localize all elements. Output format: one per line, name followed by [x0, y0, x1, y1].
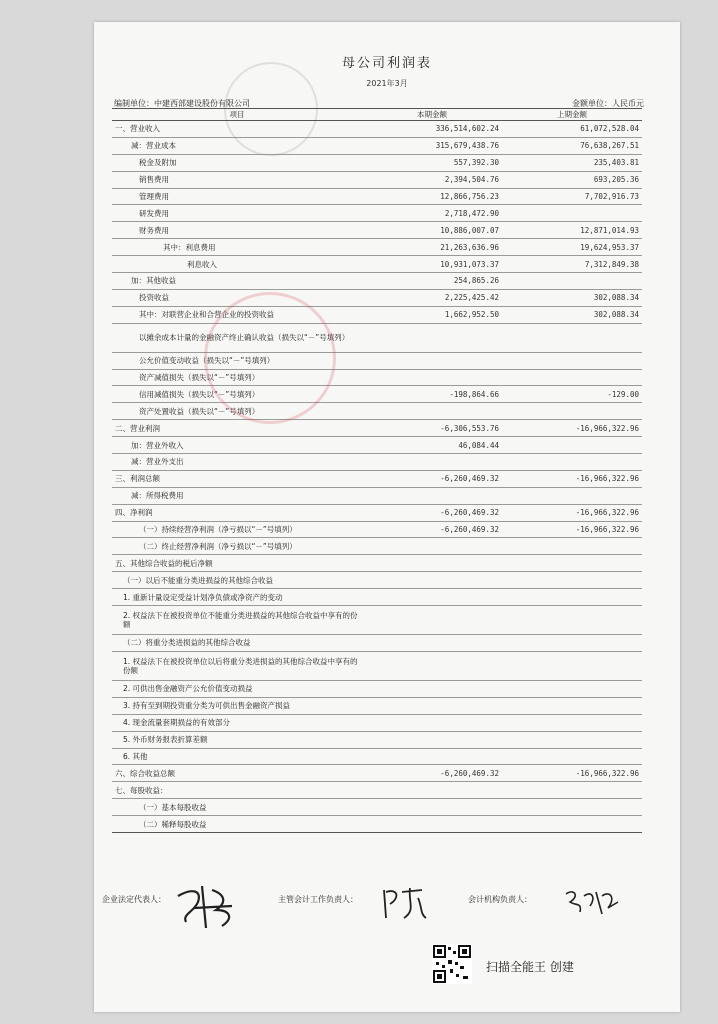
row-current-amount: 2,225,425.42 — [362, 289, 502, 306]
row-current-amount — [362, 714, 502, 731]
row-current-amount: -6,260,469.32 — [362, 470, 502, 487]
table-row — [112, 697, 642, 714]
table-row — [112, 437, 642, 454]
row-label: 四、净利润 — [112, 504, 362, 521]
row-current-amount — [362, 352, 502, 369]
table-row — [112, 816, 642, 833]
row-prior-amount — [502, 799, 642, 816]
header-prior: 上期金额 — [502, 109, 642, 121]
row-current-amount: 12,866,756.23 — [362, 188, 502, 205]
row-label: （一）以后不能重分类进损益的其他综合收益 — [112, 572, 362, 589]
row-current-amount: -6,260,469.32 — [362, 504, 502, 521]
row-label: 加：其他收益 — [112, 273, 362, 290]
row-prior-amount — [502, 697, 642, 714]
table-row — [112, 121, 642, 138]
row-label: （二）将重分类进损益的其他综合收益 — [112, 635, 362, 652]
row-prior-amount — [502, 782, 642, 799]
row-current-amount — [362, 572, 502, 589]
row-current-amount — [362, 731, 502, 748]
row-current-amount: 2,394,504.76 — [362, 171, 502, 188]
row-prior-amount: 235,403.81 — [502, 154, 642, 171]
table-row — [112, 369, 642, 386]
row-prior-amount: 302,088.34 — [502, 306, 642, 323]
row-label: 以摊余成本计量的金融资产终止确认收益（损失以“－”号填列） — [112, 323, 362, 352]
row-current-amount — [362, 589, 502, 606]
header-current: 本期金额 — [362, 109, 502, 121]
row-label: 七、每股收益： — [112, 782, 362, 799]
row-prior-amount — [502, 487, 642, 504]
row-prior-amount — [502, 635, 642, 652]
row-label: 加：营业外收入 — [112, 437, 362, 454]
table-row — [112, 765, 642, 782]
row-current-amount: 10,931,073.37 — [362, 256, 502, 273]
row-prior-amount — [502, 651, 642, 680]
row-current-amount — [362, 635, 502, 652]
table-row — [112, 799, 642, 816]
table-row — [112, 680, 642, 697]
row-prior-amount — [502, 680, 642, 697]
row-prior-amount — [502, 323, 642, 352]
row-current-amount: 10,886,007.07 — [362, 222, 502, 239]
table-row — [112, 306, 642, 323]
row-prior-amount — [502, 352, 642, 369]
statement-date: 2021年3月 — [366, 79, 408, 88]
table-row — [112, 403, 642, 420]
row-label: 六、综合收益总额 — [112, 765, 362, 782]
scanner-watermark: 扫描全能王 创建 — [486, 960, 574, 974]
table-row — [112, 188, 642, 205]
header-item: 项目 — [112, 109, 362, 121]
row-prior-amount: -16,966,322.96 — [502, 470, 642, 487]
row-prior-amount — [502, 437, 642, 454]
row-label: 二、营业利润 — [112, 420, 362, 437]
accounting-head-label: 主管会计工作负责人： — [278, 895, 358, 904]
row-prior-amount — [502, 205, 642, 222]
row-label: 1. 权益法下在被投资单位以后将重分类进损益的其他综合收益中享有的份额 — [112, 651, 362, 680]
row-label: 减：营业外支出 — [112, 454, 362, 471]
row-current-amount — [362, 538, 502, 555]
row-current-amount — [362, 403, 502, 420]
row-label: 公允价值变动收益（损失以“－”号填列） — [112, 352, 362, 369]
table-row — [112, 470, 642, 487]
row-current-amount — [362, 323, 502, 352]
row-label: 财务费用 — [112, 222, 362, 239]
row-current-amount — [362, 555, 502, 572]
row-label: 减：所得税费用 — [112, 487, 362, 504]
row-prior-amount: 12,871,014.93 — [502, 222, 642, 239]
table-row — [112, 420, 642, 437]
table-row — [112, 731, 642, 748]
row-current-amount — [362, 748, 502, 765]
row-current-amount — [362, 487, 502, 504]
row-label: 一、营业收入 — [112, 121, 362, 138]
row-label: 信用减值损失（损失以“－”号填列） — [112, 386, 362, 403]
row-current-amount: 254,865.26 — [362, 273, 502, 290]
table-row — [112, 714, 642, 731]
table-row — [112, 171, 642, 188]
row-current-amount — [362, 606, 502, 635]
row-current-amount: 336,514,602.24 — [362, 121, 502, 138]
row-prior-amount — [502, 369, 642, 386]
table-row — [112, 635, 642, 652]
row-label: 3. 持有至到期投资重分类为可供出售金融资产损益 — [112, 697, 362, 714]
row-label: （一）基本每股收益 — [112, 799, 362, 816]
row-label: 其中：对联营企业和合营企业的投资收益 — [112, 306, 362, 323]
row-current-amount — [362, 799, 502, 816]
row-label: 五、其他综合收益的税后净额 — [112, 555, 362, 572]
row-prior-amount — [502, 572, 642, 589]
row-label: 2. 可供出售金融资产公允价值变动损益 — [112, 680, 362, 697]
table-row — [112, 454, 642, 471]
row-label: 4. 现金流量套期损益的有效部分 — [112, 714, 362, 731]
row-prior-amount — [502, 731, 642, 748]
table-row — [112, 323, 642, 352]
row-current-amount: -6,260,469.32 — [362, 521, 502, 538]
row-prior-amount — [502, 538, 642, 555]
row-prior-amount: 302,088.34 — [502, 289, 642, 306]
row-current-amount: 21,263,636.96 — [362, 239, 502, 256]
row-label: 税金及附加 — [112, 154, 362, 171]
legal-rep-label: 企业法定代表人： — [102, 895, 166, 904]
row-current-amount — [362, 454, 502, 471]
row-label: 其中：利息费用 — [112, 239, 362, 256]
table-row — [112, 504, 642, 521]
row-label: （二）稀释每股收益 — [112, 816, 362, 833]
row-label: 2. 权益法下在被投资单位不能重分类进损益的其他综合收益中享有的份额 — [112, 606, 362, 635]
row-current-amount — [362, 680, 502, 697]
table-row — [112, 289, 642, 306]
row-label: 三、利润总额 — [112, 470, 362, 487]
row-label: 资产减值损失（损失以“－”号填列） — [112, 369, 362, 386]
row-prior-amount: -129.00 — [502, 386, 642, 403]
table-row — [112, 555, 642, 572]
row-prior-amount: -16,966,322.96 — [502, 420, 642, 437]
table-row — [112, 606, 642, 635]
row-label: 5. 外币财务报表折算差额 — [112, 731, 362, 748]
row-current-amount: 46,084.44 — [362, 437, 502, 454]
table-row — [112, 205, 642, 222]
legal-rep-signature — [172, 880, 242, 932]
table-row — [112, 154, 642, 171]
company-seal — [204, 292, 336, 424]
accounting-head-signature — [380, 884, 430, 924]
table-row — [112, 222, 642, 239]
table-row — [112, 137, 642, 154]
row-current-amount: -6,260,469.32 — [362, 765, 502, 782]
table-row — [112, 256, 642, 273]
row-prior-amount: 7,702,916.73 — [502, 188, 642, 205]
table-row — [112, 538, 642, 555]
currency-unit: 金额单位：人民币元 — [572, 99, 644, 108]
row-prior-amount — [502, 555, 642, 572]
row-label: 6. 其他 — [112, 748, 362, 765]
row-prior-amount: 76,638,267.51 — [502, 137, 642, 154]
row-prior-amount — [502, 714, 642, 731]
income-statement-table — [112, 108, 642, 833]
row-prior-amount: -16,966,322.96 — [502, 521, 642, 538]
row-label: 1. 重新计量设定受益计划净负债或净资产的变动 — [112, 589, 362, 606]
row-prior-amount — [502, 273, 642, 290]
row-prior-amount: 19,624,953.37 — [502, 239, 642, 256]
row-current-amount: 315,679,438.76 — [362, 137, 502, 154]
row-prior-amount — [502, 606, 642, 635]
row-prior-amount: -16,966,322.96 — [502, 504, 642, 521]
row-prior-amount — [502, 454, 642, 471]
row-prior-amount — [502, 589, 642, 606]
table-row — [112, 748, 642, 765]
row-current-amount: -6,306,553.76 — [362, 420, 502, 437]
table-row — [112, 651, 642, 680]
table-row — [112, 352, 642, 369]
row-label: （二）终止经营净利润（净亏损以“－”号填列） — [112, 538, 362, 555]
statement-page — [94, 22, 680, 1012]
row-prior-amount — [502, 816, 642, 833]
accounting-dept-signature — [562, 884, 622, 920]
row-prior-amount: 61,072,528.04 — [502, 121, 642, 138]
statement-title: 母公司利润表 — [341, 56, 432, 71]
row-current-amount — [362, 782, 502, 799]
row-current-amount — [362, 816, 502, 833]
table-row — [112, 487, 642, 504]
row-current-amount: 557,392.30 — [362, 154, 502, 171]
preparing-entity: 编制单位：中建西部建设股份有限公司 — [114, 99, 250, 108]
accounting-dept-label: 会计机构负责人： — [468, 895, 532, 904]
table-row — [112, 572, 642, 589]
table-row — [112, 386, 642, 403]
row-label: 销售费用 — [112, 171, 362, 188]
qr-code-icon — [432, 944, 472, 984]
row-current-amount — [362, 697, 502, 714]
row-prior-amount — [502, 403, 642, 420]
row-label: 资产处置收益（损失以“－”号填列） — [112, 403, 362, 420]
table-row — [112, 239, 642, 256]
row-current-amount: 1,662,952.50 — [362, 306, 502, 323]
row-current-amount: 2,718,472.90 — [362, 205, 502, 222]
table-row — [112, 782, 642, 799]
table-row — [112, 273, 642, 290]
row-current-amount — [362, 651, 502, 680]
row-prior-amount — [502, 748, 642, 765]
row-label: 利息收入 — [112, 256, 362, 273]
table-header-row — [112, 109, 642, 121]
row-label: 管理费用 — [112, 188, 362, 205]
row-label: （一）持续经营净利润（净亏损以“－”号填列） — [112, 521, 362, 538]
table-row — [112, 589, 642, 606]
row-prior-amount: 693,205.36 — [502, 171, 642, 188]
row-label: 研发费用 — [112, 205, 362, 222]
row-prior-amount: -16,966,322.96 — [502, 765, 642, 782]
row-label: 减：营业成本 — [112, 137, 362, 154]
row-prior-amount: 7,312,849.38 — [502, 256, 642, 273]
table-row — [112, 521, 642, 538]
row-current-amount — [362, 369, 502, 386]
row-label: 投资收益 — [112, 289, 362, 306]
row-current-amount: -198,864.66 — [362, 386, 502, 403]
